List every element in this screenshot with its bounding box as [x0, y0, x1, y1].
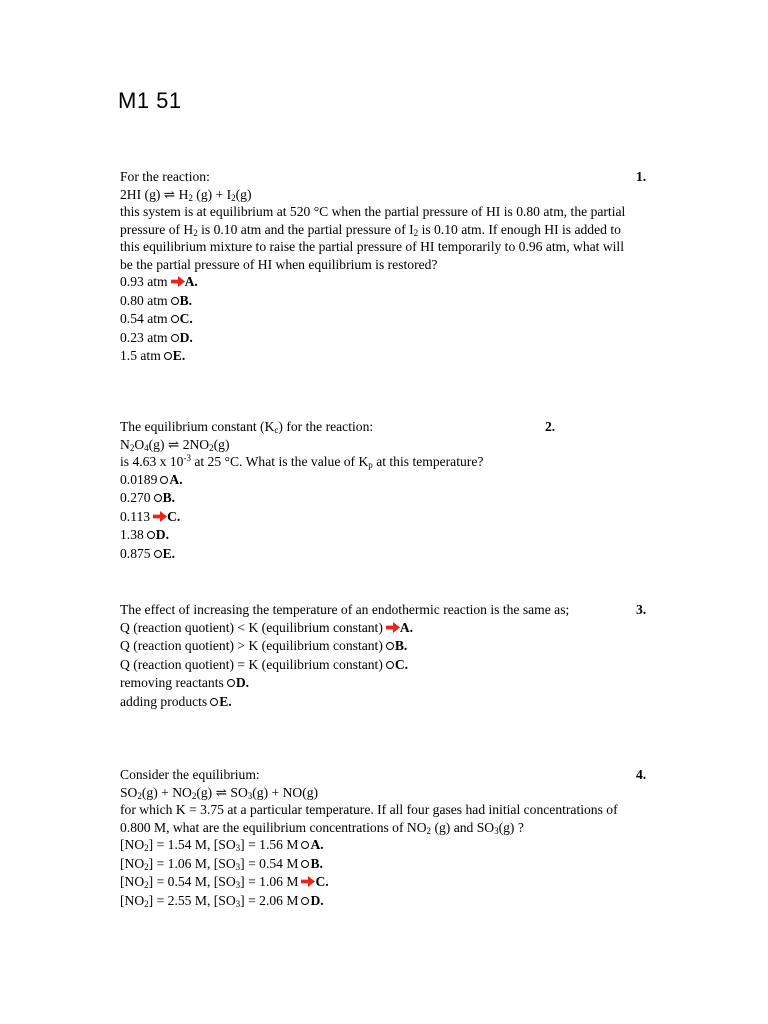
answer-options	[120, 471, 650, 564]
answer-option-b[interactable]	[120, 489, 650, 508]
answer-option-c[interactable]	[120, 873, 650, 892]
answer-letter: B.	[394, 638, 408, 654]
answer-letter: A.	[399, 619, 414, 635]
answer-option-c[interactable]	[120, 508, 650, 527]
question-text: The effect of increasing the temperature of an endothermic reaction is the same as;	[120, 602, 570, 617]
radio-circle-icon[interactable]	[171, 334, 179, 342]
answer-options	[120, 619, 650, 712]
red-right-arrow-icon[interactable]	[301, 874, 315, 892]
question-intro: The equilibrium constant $(K_c)$ for the reaction:	[120, 419, 374, 435]
answer-text: 1.38	[120, 527, 144, 543]
question-text: for which K = 3.75 at a particular temperature. If all four gases had initial concentrations of 0.800 M, what are the equilibrium concentrations of $NO_2$ (g) and $SO_3(g)$ ?	[120, 802, 618, 836]
question-3	[120, 601, 650, 711]
answer-letter: D.	[179, 329, 193, 345]
reaction-equation: $SO_2(g) + NO_2(g)$ ⇌ $SO_3(g) + NO(g)$	[120, 784, 319, 801]
answer-letter: D.	[310, 892, 324, 908]
answer-text: 0.80 atm	[120, 292, 168, 308]
radio-circle-icon[interactable]	[171, 315, 179, 323]
answer-text: 0.875	[120, 545, 151, 561]
answer-option-e[interactable]	[120, 693, 650, 712]
page-title: M1 51	[118, 88, 182, 113]
answer-option-a[interactable]	[120, 836, 650, 855]
answer-option-d[interactable]	[120, 674, 650, 693]
answer-letter: E.	[172, 348, 186, 364]
question-text: is 4.63 x $10^{-3}$ at 25 °C. What is the value of $K_p$ at this temperature?	[120, 453, 484, 470]
question-intro: Consider the equilibrium:	[120, 767, 260, 782]
red-right-arrow-icon[interactable]	[153, 509, 167, 527]
answer-option-c[interactable]	[120, 656, 650, 675]
radio-circle-icon[interactable]	[154, 550, 162, 558]
answer-text: $[NO_2] = 0.54$ M, $[SO_3] = 1.06$ M	[120, 874, 299, 891]
red-right-arrow-icon[interactable]	[386, 620, 400, 638]
answer-option-a[interactable]	[120, 273, 650, 292]
answer-letter: E.	[162, 545, 176, 561]
answer-letter: D.	[235, 675, 250, 691]
answer-letter: C.	[315, 874, 329, 890]
question-1	[120, 168, 650, 366]
answer-letter: C.	[394, 656, 409, 672]
answer-text: $[NO_2] = 1.54$ M, $[SO_3] = 1.56$ M	[120, 837, 299, 853]
question-number: 2.	[545, 419, 556, 434]
answer-letter: B.	[310, 855, 323, 871]
answer-option-b[interactable]	[120, 855, 650, 874]
answer-option-d[interactable]	[120, 526, 650, 545]
question-number: 3.	[636, 602, 647, 617]
answer-option-b[interactable]	[120, 292, 650, 311]
answer-letter: A.	[310, 837, 324, 852]
radio-circle-icon[interactable]	[386, 642, 394, 650]
radio-circle-icon[interactable]	[164, 352, 172, 360]
radio-circle-icon[interactable]	[171, 297, 179, 305]
answer-option-b[interactable]	[120, 637, 650, 656]
answer-letter: D.	[155, 527, 170, 543]
radio-circle-icon[interactable]	[160, 476, 168, 484]
radio-circle-icon[interactable]	[301, 860, 309, 868]
question-text: this system is at equilibrium at 520 °C when the partial pressure of HI is 0.80 atm, the partial pressure of $H_2$ is 0.10 atm and the partial pressure of $I_2$ is 0.10 atm. If enough HI is added to this equilibrium mixture to raise the partial pressure of HI temporarily to 0.96 atm, what will be the partial pressure of HI when equilibrium is restored?	[120, 204, 626, 272]
question-2	[120, 418, 650, 563]
question-number: 1.	[636, 169, 647, 184]
answer-option-a[interactable]	[120, 471, 650, 490]
question-4	[120, 766, 650, 910]
radio-circle-icon[interactable]	[227, 679, 235, 687]
question-intro: For the reaction:	[120, 169, 210, 184]
answer-text: $[NO_2] = 1.06$ M, $[SO_3] = 0.54$ M	[120, 855, 299, 872]
answer-options	[120, 273, 650, 366]
question-number: 4.	[636, 767, 647, 782]
answer-letter: A.	[169, 471, 183, 487]
answer-text: 0.270	[120, 490, 151, 506]
radio-circle-icon[interactable]	[210, 698, 218, 706]
answer-option-d[interactable]	[120, 892, 650, 911]
answer-option-a[interactable]	[120, 619, 650, 638]
answer-letter: B.	[162, 490, 176, 506]
radio-circle-icon[interactable]	[386, 661, 394, 669]
answer-text: Q (reaction quotient) < K (equilibrium constant)	[120, 619, 383, 635]
red-right-arrow-icon[interactable]	[171, 274, 185, 292]
answer-text: 0.93 atm	[120, 274, 168, 289]
answer-text: adding products	[120, 693, 208, 709]
answer-text: 0.23 atm	[120, 329, 168, 345]
radio-circle-icon[interactable]	[301, 841, 309, 849]
answer-option-e[interactable]	[120, 347, 650, 366]
answer-options	[120, 836, 650, 910]
answer-letter: E.	[219, 693, 232, 709]
answer-text: Q (reaction quotient) > K (equilibrium constant)	[120, 638, 383, 654]
answer-letter: B.	[179, 292, 193, 308]
answer-letter: C.	[179, 311, 193, 327]
answer-text: 0.54 atm	[120, 311, 168, 327]
radio-circle-icon[interactable]	[301, 897, 309, 905]
radio-circle-icon[interactable]	[147, 531, 155, 539]
answer-option-c[interactable]	[120, 310, 650, 329]
reaction-equation: 2HI (g) ⇌ $H_2$ $(g) + I_2(g)$	[120, 186, 252, 203]
answer-text: 0.0189	[120, 471, 158, 487]
answer-text: removing reactants	[120, 675, 224, 691]
answer-text: $[NO_2] = 2.55$ M, $[SO_3] = 2.06$ M	[120, 892, 299, 909]
answer-option-e[interactable]	[120, 545, 650, 564]
answer-text: 0.113	[120, 508, 151, 524]
answer-letter: A.	[184, 274, 198, 289]
answer-option-d[interactable]	[120, 329, 650, 348]
radio-circle-icon[interactable]	[154, 494, 162, 502]
reaction-equation: $N_2O_4(g)$ ⇌ $2NO_2(g)$	[120, 436, 230, 453]
answer-text: 1.5 atm	[120, 348, 161, 364]
answer-text: Q (reaction quotient) = K (equilibrium constant)	[120, 656, 383, 672]
answer-letter: C.	[167, 508, 181, 524]
